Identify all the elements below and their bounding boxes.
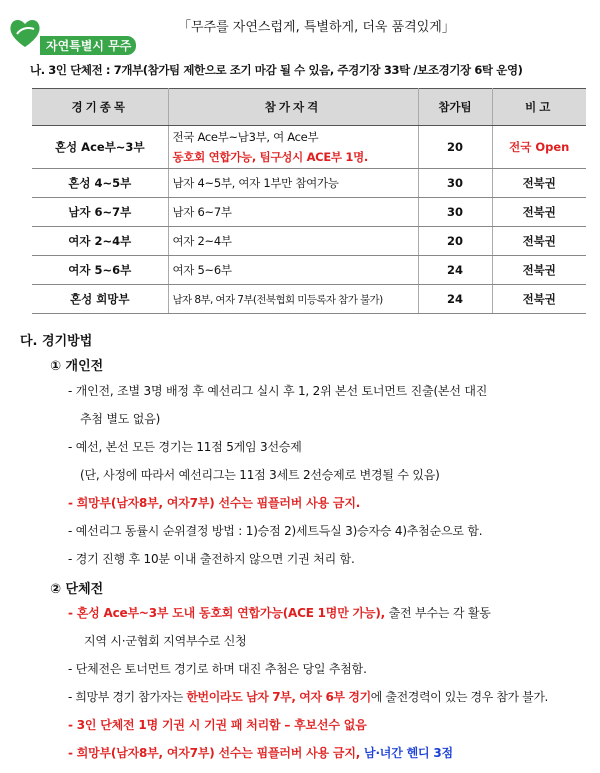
header-event: 경기종목	[32, 89, 168, 126]
qualification-line: 전국 Ace부~남3부, 여 Ace부	[172, 130, 319, 144]
heart-leaf-logo-icon	[8, 16, 42, 50]
cell-teams: 20	[418, 227, 492, 256]
cell-qualification: 남자 8부, 여자 7부(전북협회 미등록자 참가 불가)	[168, 285, 418, 314]
cell-teams: 24	[418, 256, 492, 285]
header-note: 비고	[492, 89, 586, 126]
team-item	[68, 604, 491, 621]
cell-event: 여자 2~4부	[32, 227, 168, 256]
team-item-highlight: - 3인 단체전 1명 기권 시 기권 패 처리함 – 후보선수 없음	[68, 718, 367, 732]
individual-item: (단, 사정에 따라서 예선리그는 11점 3세트 2선승제로 변경될 수 있음)	[80, 468, 440, 482]
cell-qualification: 여자 5~6부	[168, 256, 418, 285]
individual-item: - 개인전, 조별 3명 배정 후 예선리그 실시 후 1, 2위 본선 토너먼트 진출(본선 대진	[68, 384, 488, 398]
team-item: 지역 시·군협회 지역부수로 신청	[84, 634, 247, 648]
individual-item: - 경기 진행 후 10분 이내 출전하지 않으면 기권 처리 함.	[68, 552, 355, 566]
table-row	[32, 256, 586, 285]
cell-note: 전북권	[492, 169, 586, 198]
section-b-title: 나. 3인 단체전 : 7개부(참가팀 제한으로 조기 마감 될 수 있음, 주경기장 33탁 /보조경기장 6탁 운영)	[30, 63, 523, 77]
team-item-highlight-blue: 남·녀간 헨디 3점	[360, 746, 453, 760]
individual-item: - 예선, 본선 모든 경기는 11점 5게임 3선승제	[68, 440, 302, 454]
cell-qualification: 남자 6~7부	[168, 198, 418, 227]
header-qualification: 참가자격	[168, 89, 418, 126]
logo	[6, 14, 132, 58]
team-item	[68, 688, 548, 705]
cell-note: 전북권	[492, 198, 586, 227]
individual-item: 추첨 별도 없음)	[80, 412, 161, 426]
cell-event: 남자 6~7부	[32, 198, 168, 227]
team-item-text: 출전 부수는 각 활동	[385, 606, 491, 620]
events-table	[32, 88, 586, 314]
qualification-line-highlight: 동호회 연합가능, 팀구성시 ACE부 1명.	[172, 150, 368, 164]
slogan: 「무주를 자연스럽게, 특별하게, 더욱 품격있게」	[178, 20, 455, 35]
individual-title: ① 개인전	[50, 359, 104, 374]
cell-qualification: 여자 2~4부	[168, 227, 418, 256]
section-c-title: 다. 경기방법	[20, 334, 93, 349]
cell-teams: 30	[418, 198, 492, 227]
team-item-highlight: - 혼성 Ace부~3부 도내 동호회 연합가능(ACE 1명만 가능),	[68, 606, 386, 620]
cell-event: 혼성 Ace부~3부	[32, 126, 168, 169]
table-row	[32, 169, 586, 198]
cell-note: 전북권	[492, 227, 586, 256]
cell-event: 여자 5~6부	[32, 256, 168, 285]
cell-note: 전국 Open	[492, 126, 586, 169]
cell-teams: 20	[418, 126, 492, 169]
cell-qualification	[168, 126, 418, 169]
cell-teams: 24	[418, 285, 492, 314]
cell-event: 혼성 희망부	[32, 285, 168, 314]
team-item-text: - 희망부 경기 참가자는	[68, 690, 187, 704]
table-row	[32, 126, 586, 169]
team-item-highlight: - 희망부(남자8부, 여자7부) 선수는 핌플러버 사용 금지,	[68, 746, 361, 760]
individual-item-highlight: - 희망부(남자8부, 여자7부) 선수는 핌플러버 사용 금지.	[68, 496, 361, 510]
team-item	[68, 744, 453, 761]
cell-note: 전북권	[492, 285, 586, 314]
cell-teams: 30	[418, 169, 492, 198]
table-header-row	[32, 89, 586, 126]
table-row	[32, 285, 586, 314]
team-item-highlight: 한번이라도 남자 7부, 여자 6부 경기	[186, 690, 371, 704]
table-row	[32, 198, 586, 227]
team-item: - 단체전은 토너먼트 경기로 하며 대진 추첨은 당일 추첨함.	[68, 662, 367, 676]
individual-item: - 예선리그 동률시 순위결정 방법 : 1)승점 2)세트득실 3)승자승 4)추첨순으로 함.	[68, 524, 483, 538]
team-title: ② 단체전	[50, 582, 104, 597]
cell-event: 혼성 4~5부	[32, 169, 168, 198]
cell-note: 전북권	[492, 256, 586, 285]
team-item-text: 에 출전경력이 있는 경우 참가 불가.	[370, 690, 548, 704]
table-row	[32, 227, 586, 256]
logo-text: 자연특별시 무주	[40, 36, 136, 55]
cell-qualification: 남자 4~5부, 여자 1부만 참여가능	[168, 169, 418, 198]
header-teams: 참가팀	[418, 89, 492, 126]
